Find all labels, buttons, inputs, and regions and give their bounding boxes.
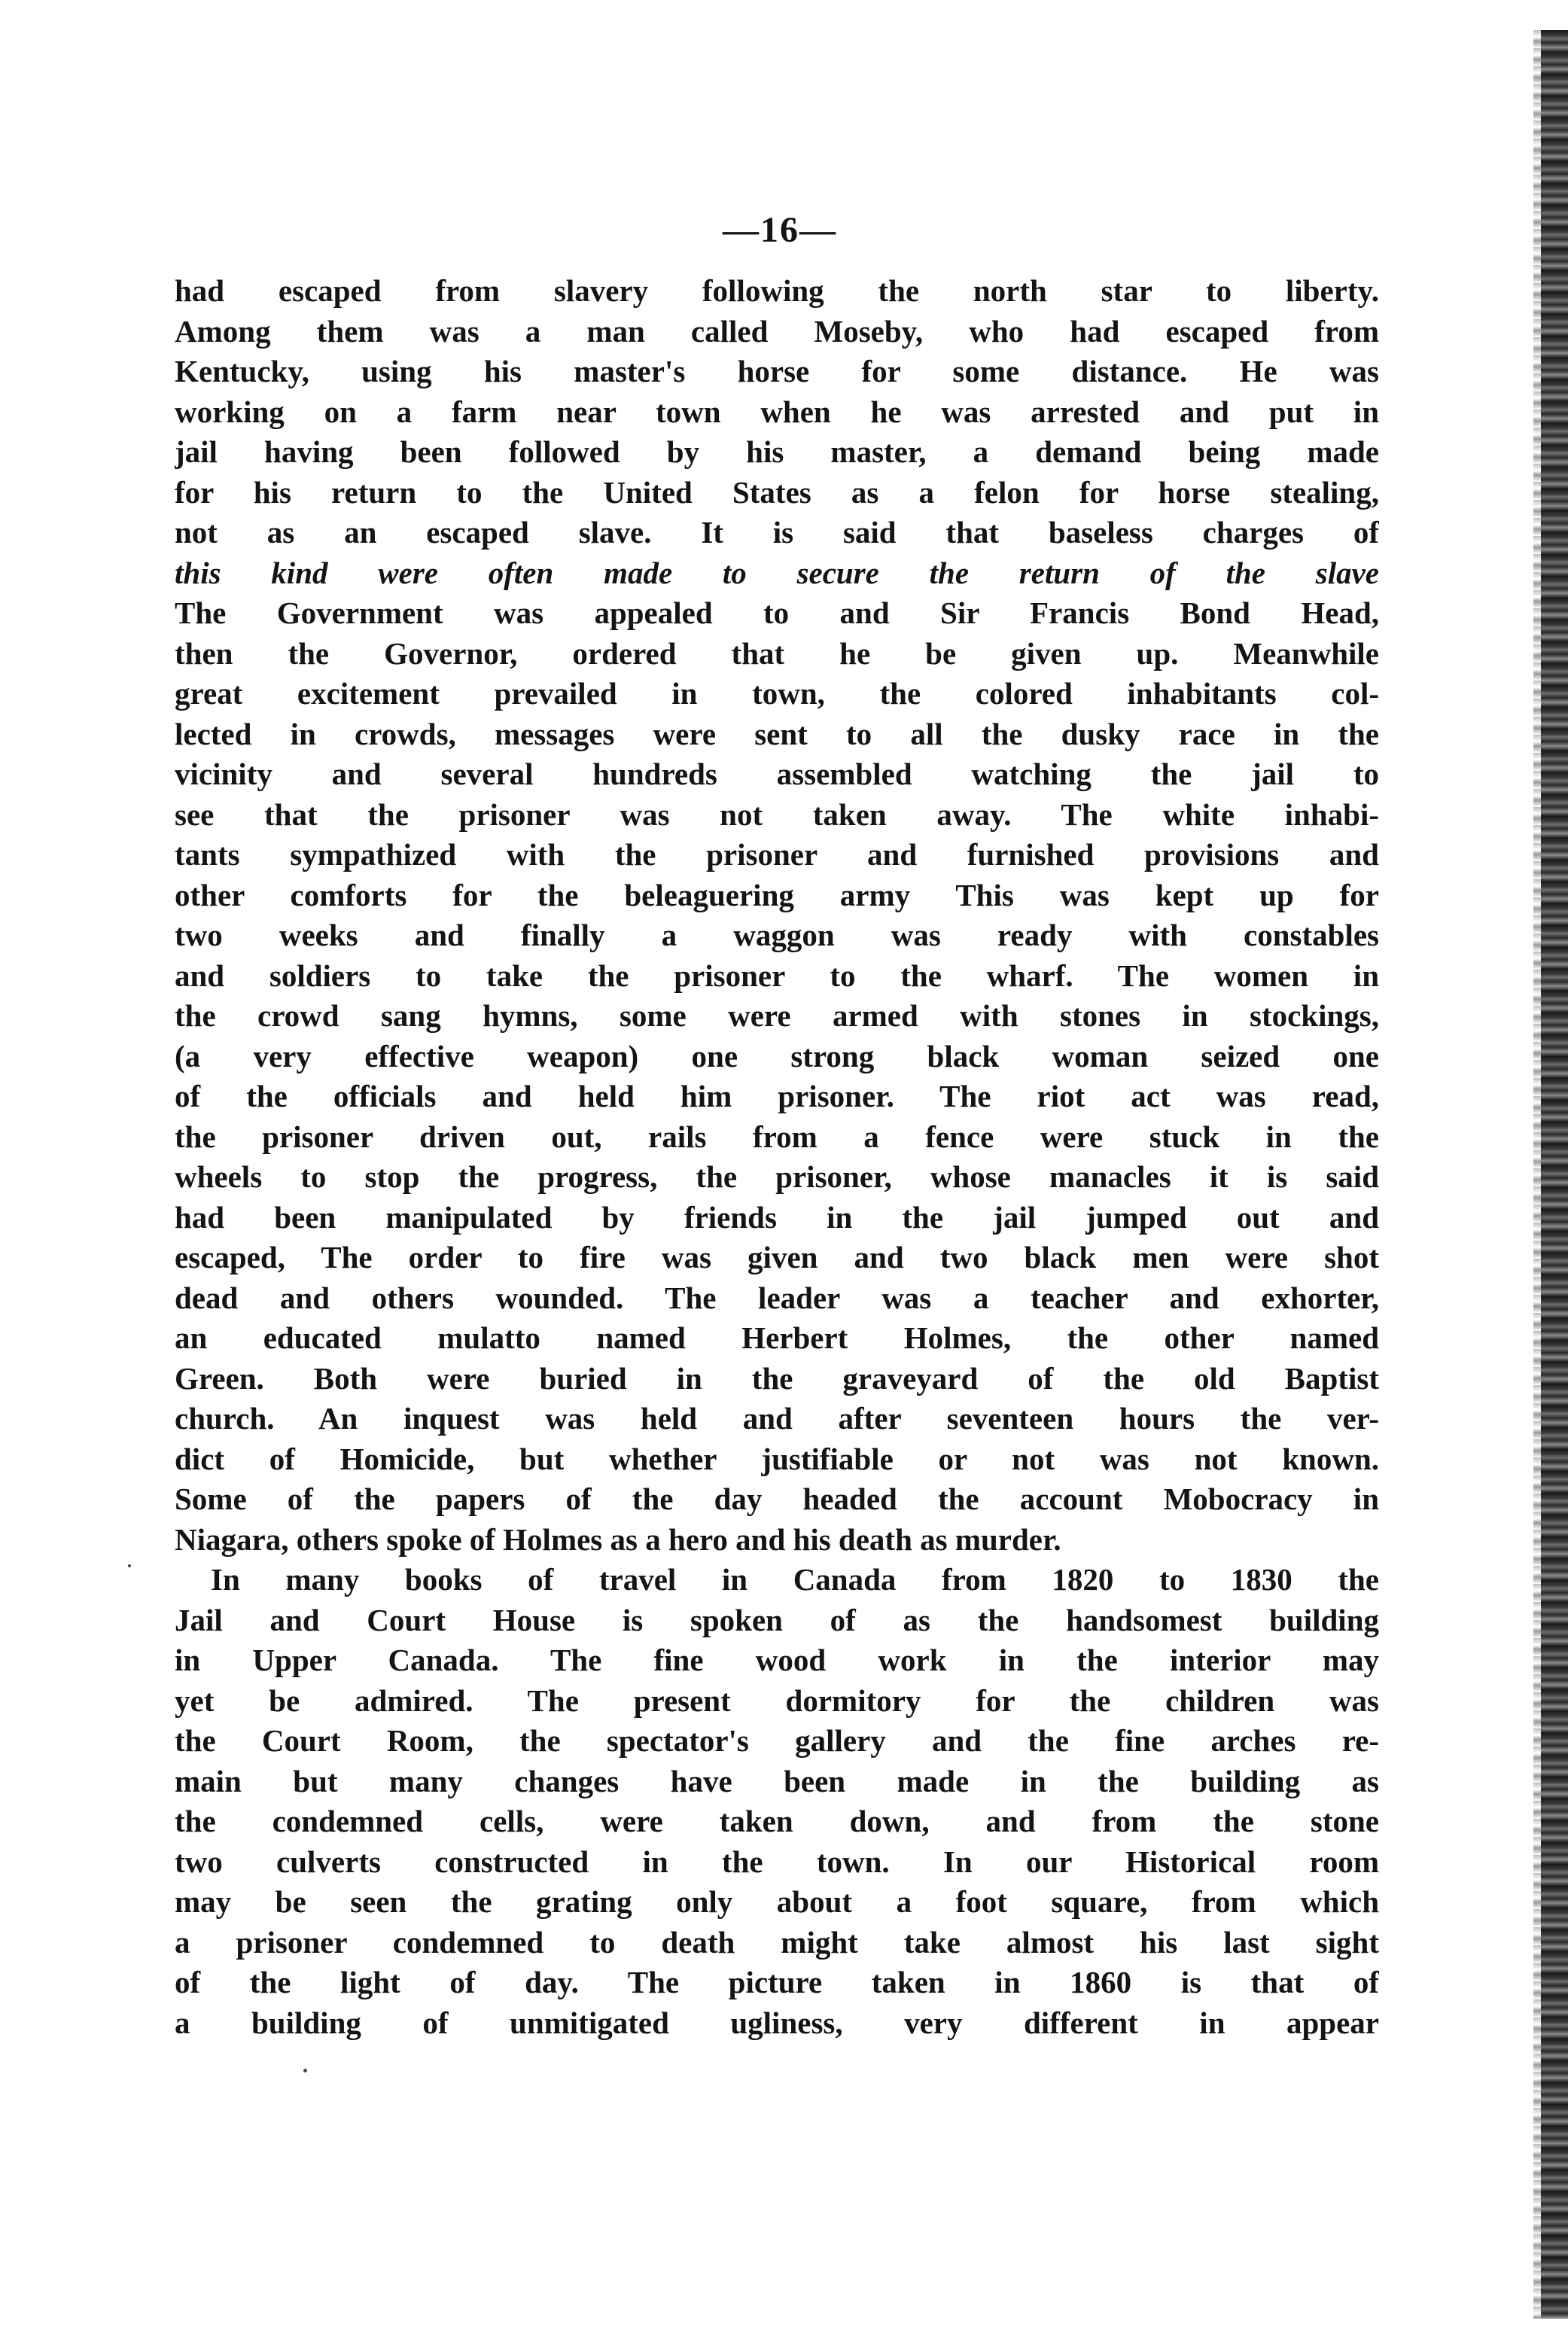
scan-edge-shadow [1533, 30, 1541, 2319]
text-line: had escaped from slavery following the north star to liberty. [175, 273, 1379, 308]
text-line: and soldiers to take the prisoner to the wharf. The women in [175, 958, 1379, 993]
text-line: In many books of travel in Canada from 1820 to 1830 the [211, 1562, 1379, 1597]
text-line: a building of unmitigated ugliness, very different in appear [175, 2005, 1379, 2040]
text-line: then the Governor, ordered that he be given up. Meanwhile [175, 635, 1379, 671]
text-line: two culverts constructed in the town. In our Historical room [175, 1844, 1379, 1879]
text-line: Jail and Court House is spoken of as the handsomest building [175, 1602, 1379, 1637]
text-line: other comforts for the beleaguering army This was kept up for [175, 877, 1379, 912]
text-line: had been manipulated by friends in the jail jumped out and [175, 1199, 1379, 1235]
body-text [175, 271, 1379, 2043]
text-line: main but many changes have been made in the building as [175, 1763, 1379, 1798]
text-line: this kind were often made to secure the return of the slave [175, 555, 1379, 590]
page-number: —16— [723, 210, 837, 250]
text-line: the crowd sang hymns, some were armed with stones in stockings, [175, 998, 1379, 1033]
text-line: church. An inquest was held and after seventeen hours the ver- [175, 1401, 1379, 1436]
text-line: two weeks and finally a waggon was ready with constables [175, 918, 1379, 952]
text-line: may be seen the grating only about a foot square, from which [175, 1884, 1379, 1919]
text-line: great excitement prevailed in town, the colored inhabitants col- [175, 676, 1379, 711]
text-line: (a very effective weapon) one strong black woman seized one [175, 1038, 1379, 1074]
text-line: the prisoner driven out, rails from a fence were stuck in the [175, 1119, 1379, 1154]
text-line: the condemned cells, were taken down, and from the stone [175, 1804, 1379, 1838]
text-line: Among them was a man called Moseby, who had escaped from [175, 313, 1379, 349]
text-line: lected in crowds, messages were sent to all the dusky race in the [175, 716, 1379, 751]
text-line: jail having been followed by his master, a demand being made [175, 434, 1379, 469]
text-line: the Court Room, the spectator's gallery and the fine arches re- [175, 1723, 1379, 1758]
text-line: an educated mulatto named Herbert Holmes, the other named [175, 1320, 1379, 1355]
text-line: working on a farm near town when he was arrested and put in [175, 394, 1379, 429]
text-line: Niagara, others spoke of Holmes as a hero and his death as murder. [175, 1521, 1061, 1557]
scan-speck [303, 2069, 307, 2072]
text-line: Kentucky, using his master's horse for some distance. He was [175, 354, 1379, 388]
text-line: of the officials and held him prisoner. The riot act was read, [175, 1079, 1379, 1113]
text-line: wheels to stop the progress, the prisoner, whose manacles it is said [175, 1159, 1379, 1194]
text-line: not as an escaped slave. It is said that baseless charges of [175, 515, 1379, 550]
text-line: a prisoner condemned to death might take almost his last sight [175, 1924, 1379, 1960]
text-line: in Upper Canada. The fine wood work in the interior may [175, 1643, 1379, 1677]
text-line: The Government was appealed to and Sir Francis Bond Head, [175, 595, 1379, 630]
text-line: Some of the papers of the day headed the account Mobocracy in [175, 1482, 1379, 1516]
scan-speck [128, 1564, 131, 1567]
text-line: tants sympathized with the prisoner and furnished provisions and [175, 837, 1379, 872]
text-line: vicinity and several hundreds assembled watching the jail to [175, 757, 1379, 791]
text-line: see that the prisoner was not taken away. The white inhabi- [175, 796, 1379, 832]
text-line: escaped, The order to fire was given and two black men were shot [175, 1240, 1379, 1274]
text-line: for his return to the United States as a felon for horse stealing, [175, 474, 1379, 510]
text-line: Green. Both were buried in the graveyard of the old Baptist [175, 1360, 1379, 1396]
text-line: of the light of day. The picture taken in 1860 is that of [175, 1965, 1379, 1999]
text-line: dict of Homicide, but whether justifiable or not was not known. [175, 1441, 1379, 1476]
text-line: dead and others wounded. The leader was a teacher and exhorter, [175, 1280, 1379, 1315]
text-line: yet be admired. The present dormitory for the children was [175, 1683, 1379, 1718]
scan-edge [1541, 30, 1568, 2319]
